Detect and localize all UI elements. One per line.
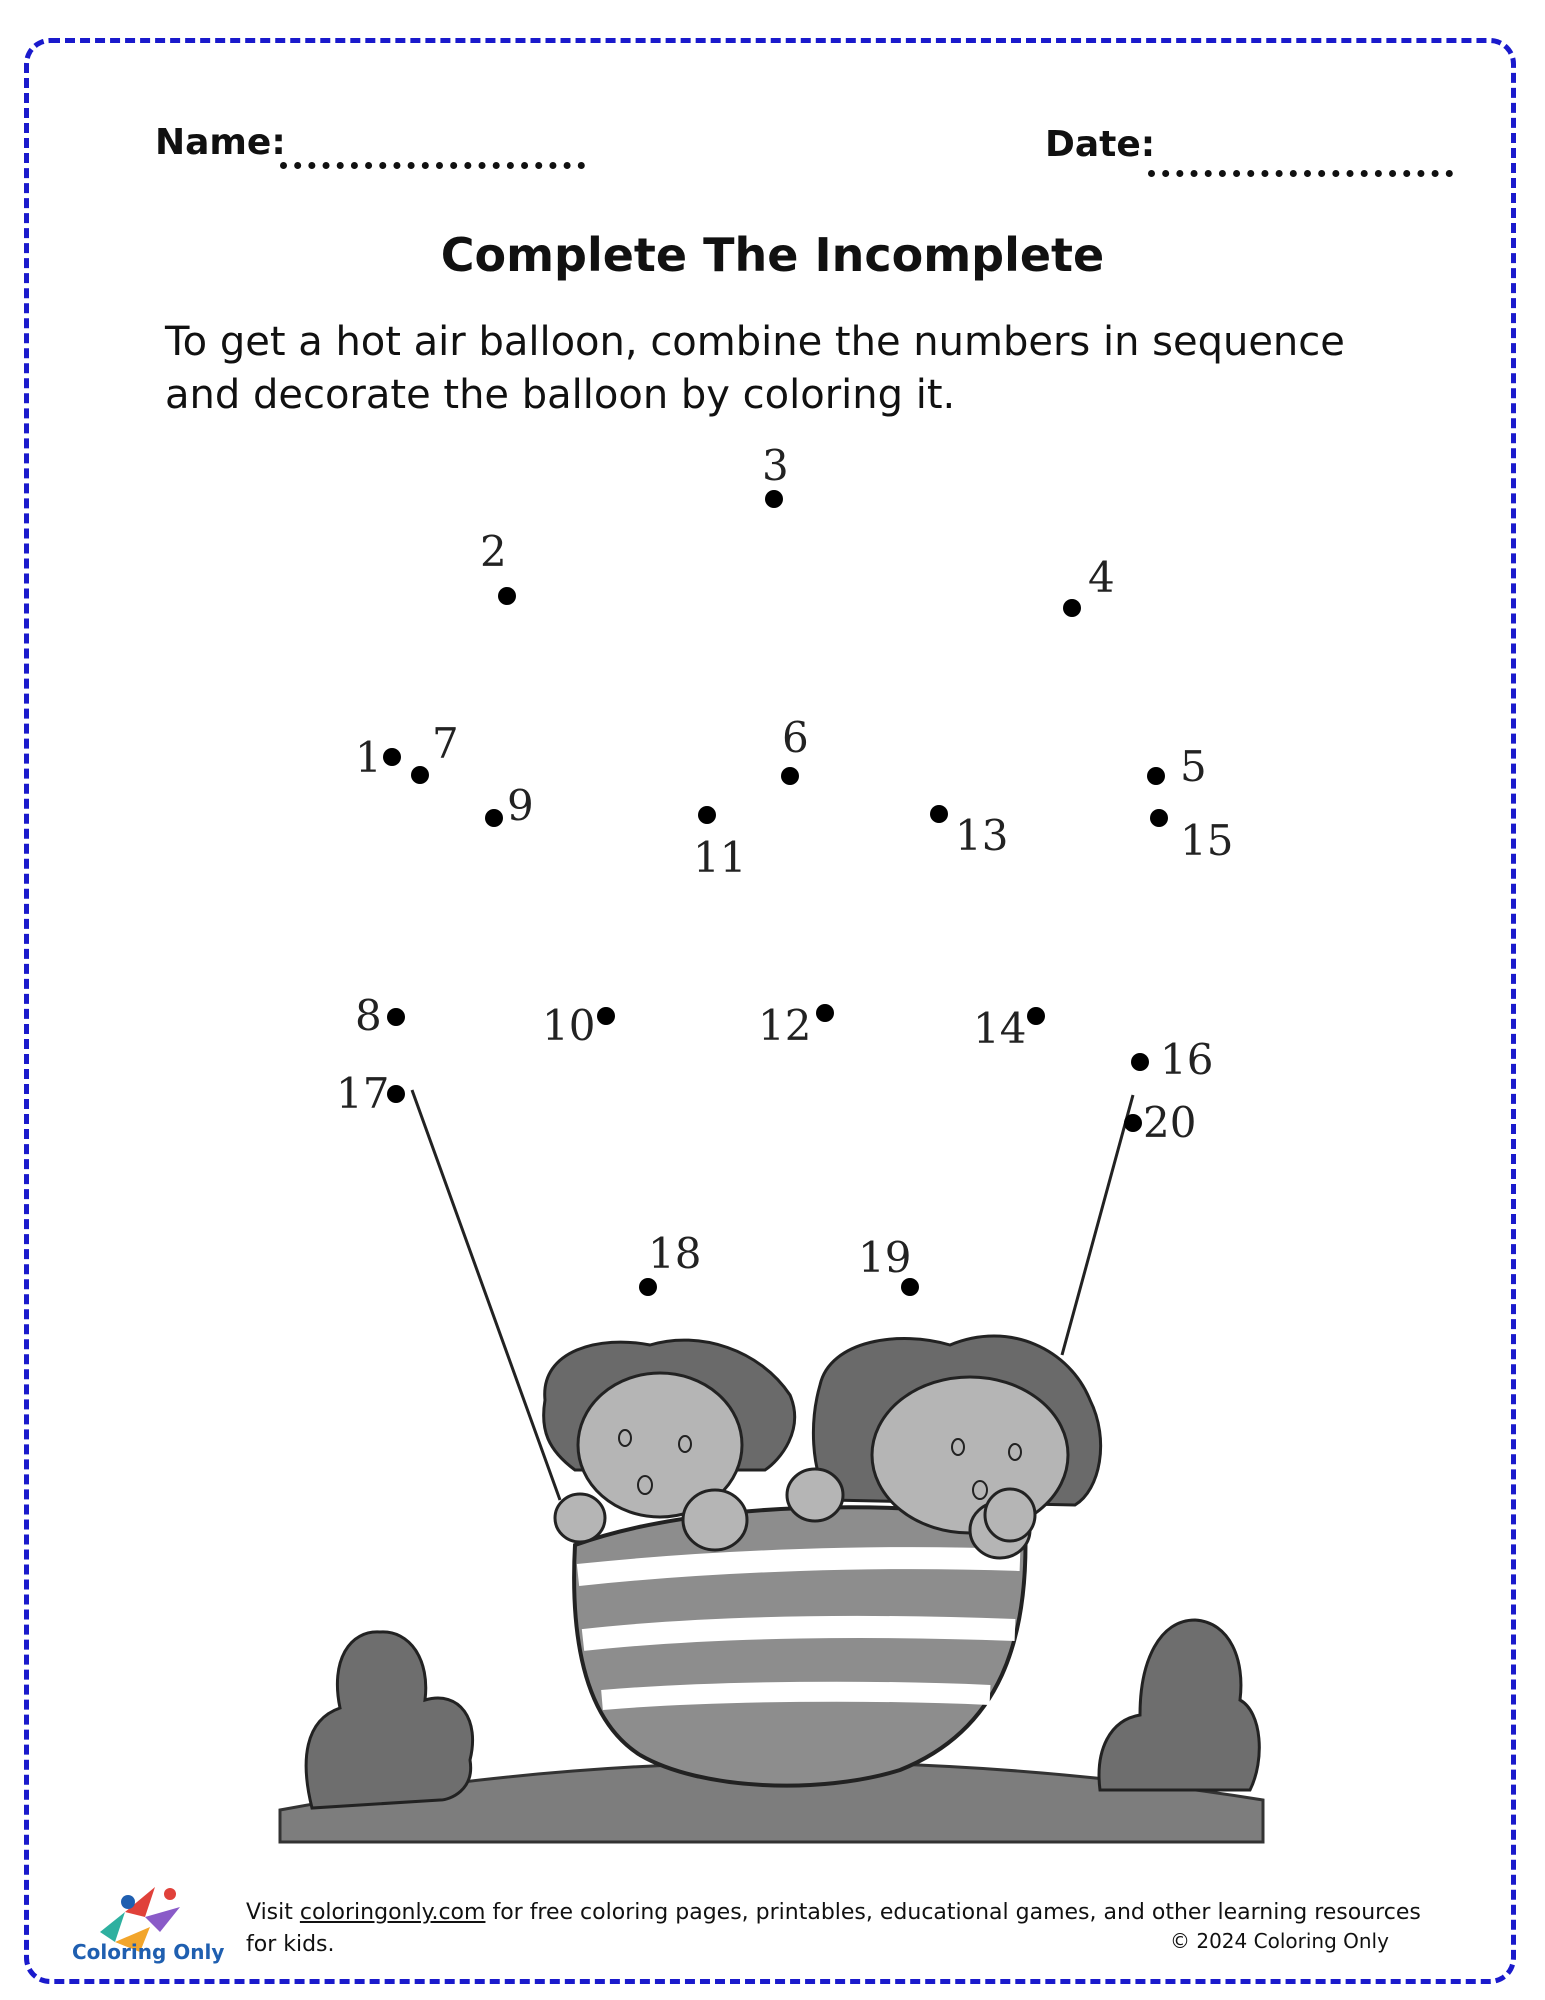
dot-7: [411, 766, 429, 784]
dot-14: [1027, 1007, 1045, 1025]
dot-8: [387, 1008, 405, 1026]
dot-label-20: 20: [1143, 1098, 1197, 1147]
dot-label-4: 4: [1088, 553, 1115, 602]
name-label: Name:: [155, 122, 286, 163]
dot-label-2: 2: [480, 527, 507, 576]
date-label: Date:: [1045, 124, 1156, 165]
dot-17: [387, 1085, 405, 1103]
bush-left: [306, 1632, 472, 1808]
dot-15: [1150, 809, 1168, 827]
copyright: © 2024 Coloring Only: [1170, 1929, 1389, 1953]
dot-9: [485, 809, 503, 827]
dot-3: [765, 490, 783, 508]
dot-label-9: 9: [507, 781, 534, 830]
dot-label-13: 13: [955, 811, 1009, 860]
dot-12: [816, 1004, 834, 1022]
dot-label-1: 1: [355, 733, 382, 782]
dot-label-19: 19: [858, 1233, 912, 1282]
dot-label-10: 10: [542, 1001, 596, 1050]
dot-4: [1063, 599, 1081, 617]
footer-link[interactable]: coloringonly.com: [299, 1900, 486, 1925]
dot-label-7: 7: [432, 719, 459, 768]
dot-label-17: 17: [336, 1069, 390, 1118]
rope-right: [1062, 1095, 1133, 1355]
bush-right: [1099, 1620, 1259, 1790]
dot-10: [597, 1007, 615, 1025]
dot-label-16: 16: [1160, 1035, 1214, 1084]
dot-label-11: 11: [693, 833, 747, 882]
dot-label-15: 15: [1180, 816, 1234, 865]
dot-5: [1147, 767, 1165, 785]
dot-label-14: 14: [973, 1004, 1027, 1053]
dot-11: [698, 806, 716, 824]
dot-label-5: 5: [1180, 742, 1207, 791]
logo-text: Coloring Only: [72, 1940, 225, 1964]
dot-13: [930, 805, 948, 823]
dot-18: [639, 1278, 657, 1296]
dot-label-18: 18: [648, 1229, 702, 1278]
child-right-face: [872, 1377, 1068, 1533]
dot-2: [498, 587, 516, 605]
instructions-text: To get a hot air balloon, combine the numbers in sequence and decorate the balloon by coloring it.: [165, 319, 1345, 418]
dot-16: [1131, 1053, 1149, 1071]
dot-1: [383, 748, 401, 766]
dot-label-6: 6: [782, 713, 809, 762]
dot-label-3: 3: [762, 441, 789, 490]
page-title: Complete The Incomplete: [440, 228, 1105, 282]
rope-left: [412, 1090, 560, 1500]
dot-6: [781, 767, 799, 785]
footer-suffix: for free coloring pages, printables, educational games, and other learning resources for kids.: [246, 1900, 1421, 1957]
dot-20: [1124, 1114, 1142, 1132]
numbered-dots: [336, 441, 1233, 1296]
dot-label-8: 8: [355, 991, 382, 1040]
dot-label-12: 12: [758, 1001, 812, 1050]
footer-prefix: Visit: [246, 1900, 300, 1925]
